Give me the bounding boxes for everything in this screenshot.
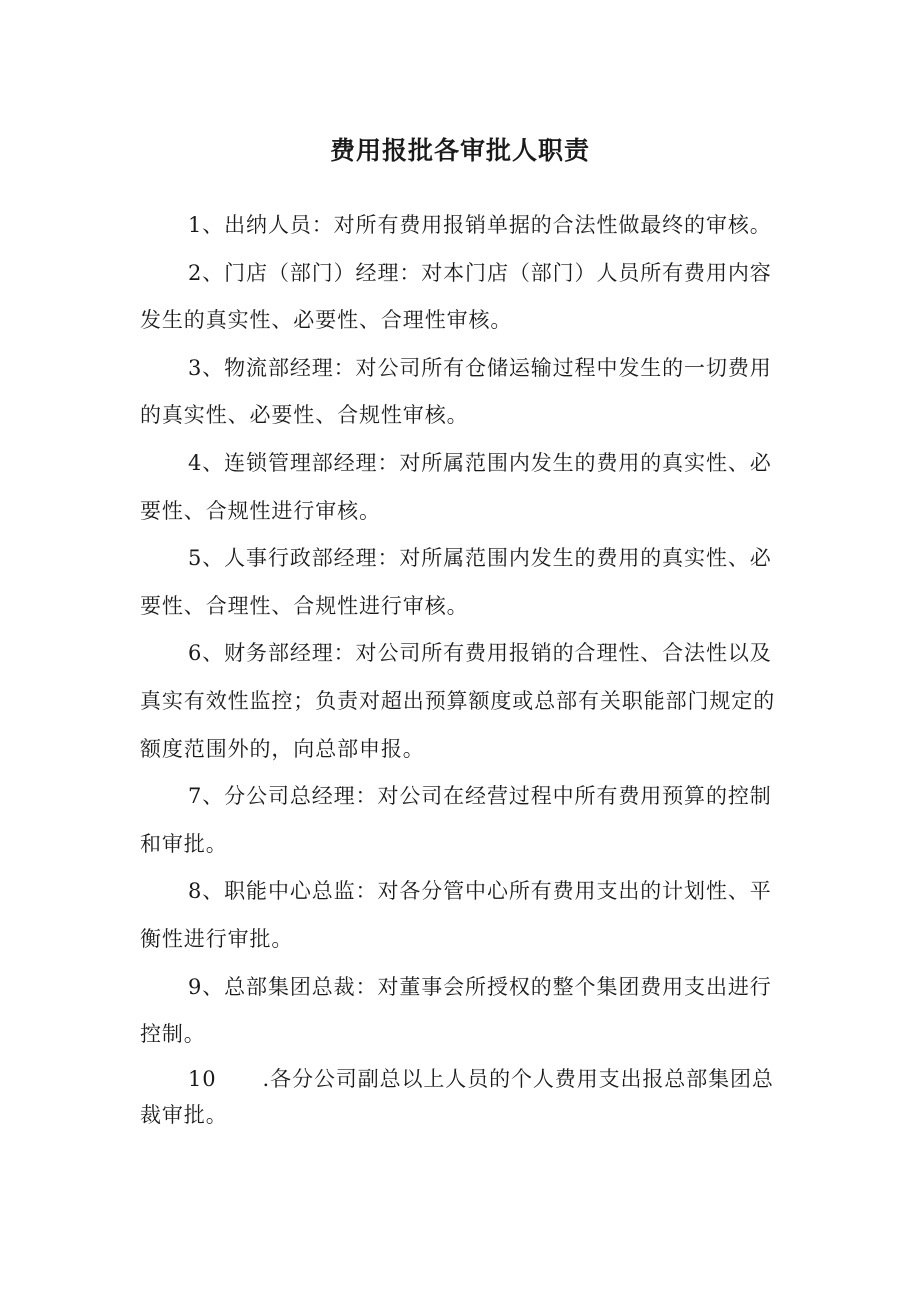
paragraph-1: 1、出纳人员：对所有费用报销单据的合法性做最终的审核。 [188, 213, 772, 237]
paragraph-6: 6、财务部经理：对公司所有费用报销的合理性、合法性以及真实有效性监控；负责对超出预算额度或总部有关职能部门规定的额度范围外的，向总部申报。 [140, 641, 776, 761]
document-title: 费用报批各审批人职责 [329, 136, 590, 165]
paragraph-3: 3、物流部经理：对公司所有仓储运输过程中发生的一切费用的真实性、必要性、合规性审核。 [140, 355, 772, 428]
item-text: .各分公司副总以上人员的个人费用支出报总部集团总裁审批。 [140, 1066, 774, 1127]
paragraph-4: 4、连锁管理部经理：对所属范围内发生的费用的真实性、必要性、合规性进行审核。 [140, 450, 772, 523]
item-number: 10 [188, 1066, 217, 1091]
paragraph-2: 2、门店（部门）经理：对本门店（部门）人员所有费用内容发生的真实性、必要性、合理性审核。 [140, 260, 772, 333]
paragraph-8: 8、职能中心总监：对各分管中心所有费用支出的计划性、平衡性进行审批。 [140, 879, 772, 951]
paragraph-5: 5、人事行政部经理：对所属范围内发生的费用的真实性、必要性、合理性、合规性进行审核。 [140, 546, 772, 618]
paragraph-9: 9、总部集团总裁：对董事会所授权的整个集团费用支出进行控制。 [140, 974, 772, 1047]
paragraph-7: 7、分公司总经理：对公司在经营过程中所有费用预算的控制和审批。 [140, 784, 772, 856]
paragraph-10 [140, 1061, 790, 1133]
document-body [140, 202, 790, 1133]
